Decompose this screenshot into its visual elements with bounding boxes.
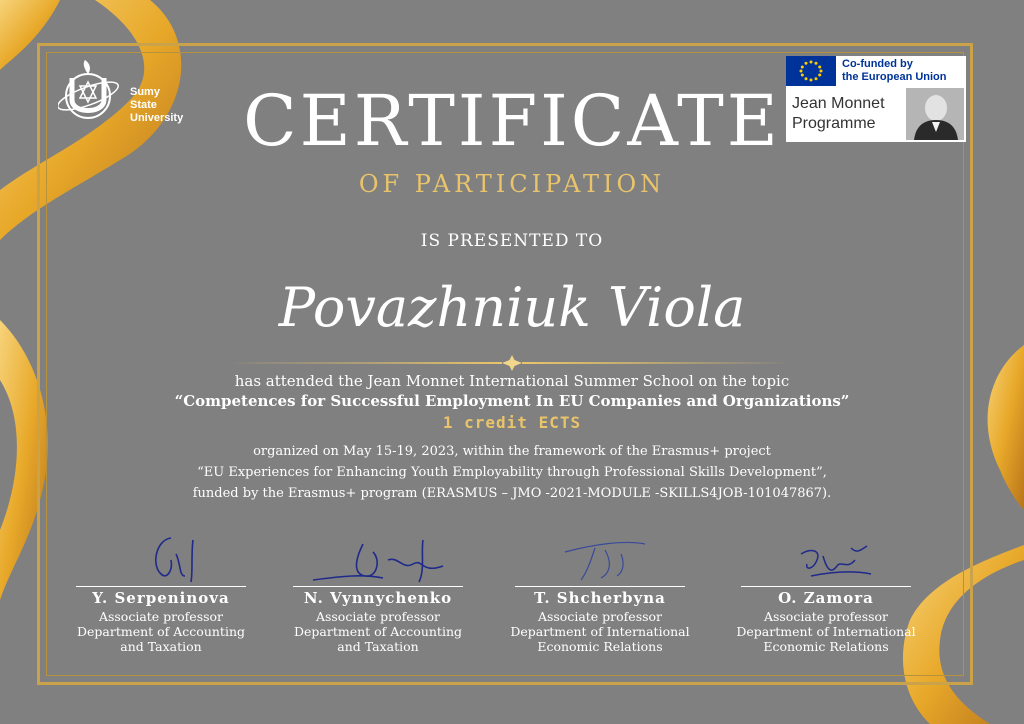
project-details: organized on May 15-19, 2023, within the framework of the Erasmus+ project “EU Experiences for Enhancing Youth Employability through Professional Skills Development”, funded by the Erasmus+ program (ERASMUS – JMO -2021-MODULE -SKILLS4JOB-101047867). [192, 444, 832, 501]
signatory-block [500, 530, 700, 654]
handwritten-signature-icon [751, 530, 901, 586]
handwritten-signature-icon [101, 530, 221, 586]
signatory-name: N. Vynnychenko [303, 589, 453, 607]
signatory-block [278, 530, 478, 654]
certificate-title: CERTIFICATE [243, 80, 781, 162]
signatory-block [61, 530, 261, 654]
handwritten-signature-icon [525, 530, 675, 586]
signatory-role: Associate professor Department of Accounting and Taxation [293, 609, 463, 654]
jean-monnet-label: Jean Monnet Programme [792, 95, 885, 132]
certificate-subtitle: OF PARTICIPATION [358, 170, 666, 198]
signatory-name: O. Zamora [778, 589, 874, 607]
attendance-statement: has attended the Jean Monnet International Summer School on the topic “Competences for Successful Employment In EU Companies and Organizations” [174, 372, 850, 410]
signatory-role: Associate professor Department of International Economic Relations [510, 609, 690, 654]
university-name: Sumy State University [130, 86, 184, 124]
eu-cofunded-label: Co-funded by the European Union [842, 58, 947, 83]
recipient-name: Povazhniuk Viola [278, 276, 746, 339]
signatory-role: Associate professor Department of International Economic Relations [736, 609, 916, 654]
ects-credits: 1 credit ECTS [442, 413, 582, 432]
signatory-block [726, 530, 926, 654]
ornament-divider-icon [232, 355, 792, 371]
presented-to-label: IS PRESENTED TO [420, 231, 604, 251]
signatory-name: Y. Serpeninova [92, 589, 230, 607]
signatory-name: T. Shcherbyna [534, 589, 666, 607]
handwritten-signature-icon [303, 530, 453, 586]
signatory-role: Associate professor Department of Accounting and Taxation [76, 609, 246, 654]
